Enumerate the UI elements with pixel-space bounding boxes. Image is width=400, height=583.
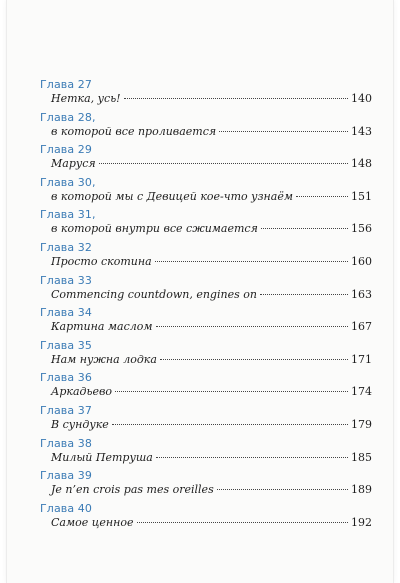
page-number: 189 <box>351 483 372 497</box>
toc-row <box>51 156 372 171</box>
toc-row <box>51 450 372 465</box>
toc-row <box>51 482 372 497</box>
toc-entry <box>40 208 372 241</box>
chapter-label: Глава 35 <box>40 338 92 352</box>
chapter-title: В сундуке <box>51 417 109 431</box>
toc-row <box>51 287 372 302</box>
dot-leader <box>219 131 348 132</box>
chapter-title: Самое ценное <box>51 515 134 529</box>
page-number: 156 <box>351 222 372 236</box>
dot-leader <box>124 98 348 99</box>
dot-leader <box>261 228 348 229</box>
toc-entry <box>40 339 372 372</box>
chapter-title: Je n’en crois pas mes oreilles <box>51 483 214 497</box>
chapter-label: Глава 32 <box>40 240 92 254</box>
chapter-label: Глава 36 <box>40 371 92 385</box>
page-number: 160 <box>351 254 372 268</box>
book-page <box>7 0 393 583</box>
dot-leader <box>99 163 348 164</box>
dot-leader <box>156 326 348 327</box>
toc-row <box>51 319 372 334</box>
chapter-title: Картина маслом <box>51 320 153 334</box>
dot-leader <box>296 196 348 197</box>
toc-row <box>51 417 372 432</box>
page-number: 179 <box>351 417 372 431</box>
chapter-title: Аркадьево <box>51 385 112 399</box>
chapter-label: Глава 37 <box>40 403 92 417</box>
chapter-label: Глава 28, <box>40 110 96 124</box>
page-number: 174 <box>351 385 372 399</box>
toc-entry <box>40 176 372 209</box>
toc-entry <box>40 274 372 307</box>
toc-entry <box>40 78 372 111</box>
dot-leader <box>217 489 348 490</box>
table-of-contents <box>40 78 372 534</box>
chapter-label: Глава 38 <box>40 436 92 450</box>
dot-leader <box>155 261 348 262</box>
page-number: 148 <box>351 157 372 171</box>
toc-row <box>51 124 372 139</box>
chapter-title: в которой внутри все сжимается <box>51 222 258 236</box>
toc-row <box>51 189 372 204</box>
dot-leader <box>115 391 348 392</box>
toc-row <box>51 384 372 399</box>
chapter-label: Глава 39 <box>40 469 92 483</box>
toc-row <box>51 254 372 269</box>
page-number: 140 <box>351 92 372 105</box>
page-number: 163 <box>351 287 372 301</box>
toc-entry <box>40 469 372 502</box>
page-number: 151 <box>351 189 372 203</box>
toc-row <box>51 352 372 367</box>
chapter-label: Глава 33 <box>40 273 92 287</box>
page-number: 185 <box>351 450 372 464</box>
page-number: 171 <box>351 352 372 366</box>
chapter-title: Нетка, усь! <box>51 92 121 105</box>
dot-leader <box>137 522 348 523</box>
chapter-label: Глава 34 <box>40 306 92 320</box>
chapter-title: Commencing countdown, engines on <box>51 287 257 301</box>
toc-entry <box>40 371 372 404</box>
toc-entry <box>40 143 372 176</box>
chapter-title: Маруся <box>51 157 96 171</box>
chapter-title: в которой все проливается <box>51 124 217 138</box>
page-number: 192 <box>351 515 372 529</box>
chapter-title: Нам нужна лодка <box>51 352 157 366</box>
dot-leader <box>156 457 348 458</box>
chapter-label: Глава 31, <box>40 208 96 222</box>
dot-leader <box>112 424 348 425</box>
toc-entry <box>40 502 372 535</box>
page-number: 167 <box>351 320 372 334</box>
toc-entry <box>40 404 372 437</box>
toc-row <box>51 91 372 106</box>
chapter-label: Глава 27 <box>40 78 92 91</box>
chapter-title: Просто скотина <box>51 254 152 268</box>
chapter-title: Милый Петруша <box>51 450 153 464</box>
dot-leader <box>260 294 348 295</box>
page-number: 143 <box>351 124 372 138</box>
toc-entry <box>40 306 372 339</box>
dot-leader <box>160 359 348 360</box>
toc-row <box>51 221 372 236</box>
toc-entry <box>40 437 372 470</box>
chapter-label: Глава 29 <box>40 143 92 157</box>
chapter-title: в которой мы с Девицей кое-что узнаём <box>51 189 293 203</box>
toc-row <box>51 515 372 530</box>
chapter-label: Глава 30, <box>40 175 96 189</box>
toc-entry <box>40 241 372 274</box>
chapter-label: Глава 40 <box>40 501 92 515</box>
toc-entry <box>40 111 372 144</box>
